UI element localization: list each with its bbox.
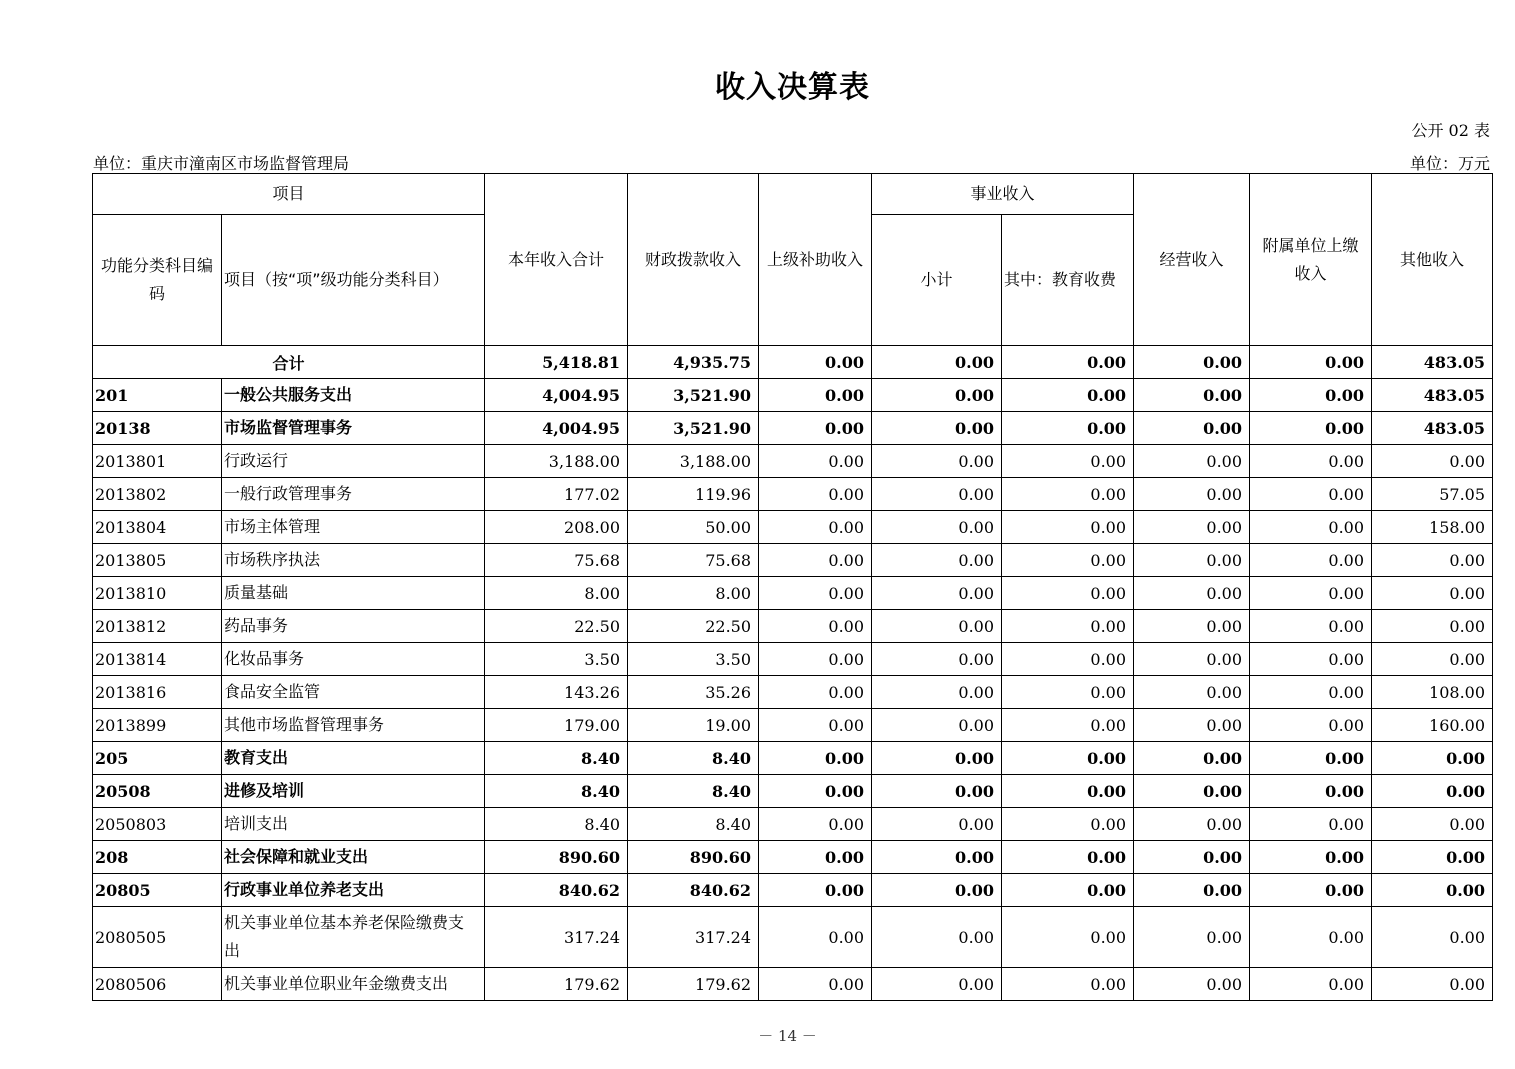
amount-cell: 0.00 — [1002, 478, 1134, 511]
amount-cell: 0.00 — [1134, 610, 1250, 643]
amount-cell: 840.62 — [628, 874, 759, 907]
amount-cell: 0.00 — [1250, 643, 1372, 676]
amount-cell: 0.00 — [872, 511, 1002, 544]
amount-cell: 50.00 — [628, 511, 759, 544]
item-name-cell: 食品安全监管 — [222, 676, 485, 709]
amount-cell: 0.00 — [1250, 577, 1372, 610]
amount-cell: 3,521.90 — [628, 379, 759, 412]
page-number: － 14 － — [758, 1027, 817, 1045]
amount-cell: 160.00 — [1372, 709, 1493, 742]
total-value: 0.00 — [872, 346, 1002, 379]
table-row — [93, 808, 1493, 841]
amount-cell: 0.00 — [1250, 907, 1372, 968]
amount-cell: 0.00 — [872, 874, 1002, 907]
header-business-subtotal: 小计 — [872, 215, 1002, 346]
total-row — [93, 346, 1493, 379]
amount-cell: 0.00 — [1372, 808, 1493, 841]
total-value: 483.05 — [1372, 346, 1493, 379]
amount-cell: 0.00 — [759, 968, 872, 1001]
amount-cell: 317.24 — [628, 907, 759, 968]
amount-cell: 3.50 — [628, 643, 759, 676]
item-name-cell: 一般行政管理事务 — [222, 478, 485, 511]
amount-cell: 0.00 — [1002, 511, 1134, 544]
amount-cell: 0.00 — [1002, 379, 1134, 412]
amount-cell: 8.40 — [628, 775, 759, 808]
amount-cell: 0.00 — [759, 775, 872, 808]
function-code-cell: 2013899 — [93, 709, 222, 742]
amount-cell: 0.00 — [872, 841, 1002, 874]
item-name-cell: 机关事业单位职业年金缴费支出 — [222, 968, 485, 1001]
amount-cell: 3,188.00 — [628, 445, 759, 478]
amount-cell: 0.00 — [1134, 412, 1250, 445]
amount-cell: 0.00 — [1002, 544, 1134, 577]
amount-cell: 0.00 — [1134, 742, 1250, 775]
total-value: 0.00 — [1134, 346, 1250, 379]
amount-cell: 0.00 — [1250, 478, 1372, 511]
function-code-cell: 2013802 — [93, 478, 222, 511]
amount-cell: 0.00 — [872, 968, 1002, 1001]
item-name-cell: 行政运行 — [222, 445, 485, 478]
amount-cell: 0.00 — [759, 709, 872, 742]
table-row — [93, 874, 1493, 907]
amount-cell: 0.00 — [1002, 709, 1134, 742]
header-operating-income: 经营收入 — [1134, 174, 1250, 346]
table-row — [93, 775, 1493, 808]
function-code-cell: 20805 — [93, 874, 222, 907]
function-code-cell: 205 — [93, 742, 222, 775]
amount-cell: 317.24 — [485, 907, 628, 968]
amount-cell: 19.00 — [628, 709, 759, 742]
amount-cell: 0.00 — [1134, 676, 1250, 709]
amount-cell: 0.00 — [1372, 968, 1493, 1001]
amount-cell: 0.00 — [1134, 379, 1250, 412]
amount-cell: 4,004.95 — [485, 379, 628, 412]
amount-cell: 0.00 — [1134, 577, 1250, 610]
amount-cell: 22.50 — [628, 610, 759, 643]
amount-cell: 0.00 — [1372, 874, 1493, 907]
amount-cell: 0.00 — [1372, 610, 1493, 643]
amount-cell: 0.00 — [872, 808, 1002, 841]
table-row — [93, 742, 1493, 775]
amount-cell: 0.00 — [1134, 775, 1250, 808]
total-value: 4,935.75 — [628, 346, 759, 379]
amount-cell: 0.00 — [1002, 610, 1134, 643]
amount-cell: 0.00 — [1250, 412, 1372, 445]
item-name-cell: 机关事业单位基本养老保险缴费支出 — [222, 907, 485, 968]
total-value: 5,418.81 — [485, 346, 628, 379]
table-row — [93, 841, 1493, 874]
amount-cell: 0.00 — [1372, 841, 1493, 874]
amount-cell: 0.00 — [1134, 874, 1250, 907]
function-code-cell: 2013804 — [93, 511, 222, 544]
function-code-cell: 2013801 — [93, 445, 222, 478]
header-item-group: 项目 — [93, 174, 485, 215]
function-code-cell: 2013812 — [93, 610, 222, 643]
amount-cell: 3.50 — [485, 643, 628, 676]
income-statement-table — [92, 173, 1493, 1001]
reporting-unit: 单位：重庆市潼南区市场监督管理局 — [93, 154, 350, 173]
table-row — [93, 478, 1493, 511]
amount-cell: 22.50 — [485, 610, 628, 643]
amount-cell: 0.00 — [1250, 874, 1372, 907]
amount-cell: 0.00 — [759, 907, 872, 968]
function-code-cell: 2013814 — [93, 643, 222, 676]
amount-cell: 0.00 — [872, 643, 1002, 676]
item-name-cell: 市场主体管理 — [222, 511, 485, 544]
item-name-cell: 社会保障和就业支出 — [222, 841, 485, 874]
amount-cell: 0.00 — [872, 676, 1002, 709]
amount-cell: 0.00 — [1250, 379, 1372, 412]
amount-cell: 0.00 — [1250, 445, 1372, 478]
amount-cell: 3,188.00 — [485, 445, 628, 478]
amount-cell: 0.00 — [759, 610, 872, 643]
amount-cell: 35.26 — [628, 676, 759, 709]
function-code-cell: 201 — [93, 379, 222, 412]
amount-cell: 0.00 — [1250, 968, 1372, 1001]
amount-cell: 119.96 — [628, 478, 759, 511]
amount-cell: 3,521.90 — [628, 412, 759, 445]
amount-cell: 0.00 — [759, 742, 872, 775]
table-row — [93, 709, 1493, 742]
item-name-cell: 市场监督管理事务 — [222, 412, 485, 445]
amount-cell: 0.00 — [1002, 577, 1134, 610]
item-name-cell: 一般公共服务支出 — [222, 379, 485, 412]
item-name-cell: 教育支出 — [222, 742, 485, 775]
amount-cell: 158.00 — [1372, 511, 1493, 544]
item-name-cell: 市场秩序执法 — [222, 544, 485, 577]
amount-cell: 0.00 — [872, 379, 1002, 412]
amount-cell: 0.00 — [759, 412, 872, 445]
amount-cell: 0.00 — [1372, 544, 1493, 577]
amount-cell: 0.00 — [1002, 841, 1134, 874]
amount-cell: 208.00 — [485, 511, 628, 544]
amount-cell: 0.00 — [1002, 676, 1134, 709]
item-name-cell: 行政事业单位养老支出 — [222, 874, 485, 907]
amount-cell: 0.00 — [872, 907, 1002, 968]
table-row — [93, 643, 1493, 676]
amount-cell: 0.00 — [872, 610, 1002, 643]
amount-cell: 483.05 — [1372, 379, 1493, 412]
amount-cell: 0.00 — [759, 874, 872, 907]
table-row — [93, 577, 1493, 610]
header-education-fees: 其中：教育收费 — [1002, 215, 1134, 346]
amount-cell: 0.00 — [1134, 968, 1250, 1001]
amount-cell: 0.00 — [759, 544, 872, 577]
amount-cell: 0.00 — [1134, 478, 1250, 511]
item-name-cell: 药品事务 — [222, 610, 485, 643]
amount-cell: 177.02 — [485, 478, 628, 511]
amount-cell: 0.00 — [1372, 907, 1493, 968]
amount-cell: 8.40 — [485, 808, 628, 841]
amount-cell: 0.00 — [872, 412, 1002, 445]
header-other-income: 其他收入 — [1372, 174, 1493, 346]
amount-cell: 0.00 — [1002, 808, 1134, 841]
header-row-1 — [93, 174, 1493, 215]
amount-cell: 0.00 — [1250, 709, 1372, 742]
amount-cell: 57.05 — [1372, 478, 1493, 511]
amount-cell: 0.00 — [872, 577, 1002, 610]
item-name-cell: 质量基础 — [222, 577, 485, 610]
amount-cell: 0.00 — [759, 379, 872, 412]
table-row — [93, 511, 1493, 544]
amount-cell: 0.00 — [1134, 511, 1250, 544]
amount-cell: 0.00 — [1250, 544, 1372, 577]
amount-cell: 0.00 — [1002, 742, 1134, 775]
amount-cell: 0.00 — [1134, 643, 1250, 676]
amount-cell: 0.00 — [1002, 643, 1134, 676]
amount-cell: 8.40 — [628, 808, 759, 841]
amount-cell: 8.00 — [628, 577, 759, 610]
amount-cell: 0.00 — [1002, 412, 1134, 445]
amount-cell: 8.40 — [485, 775, 628, 808]
amount-cell: 0.00 — [1002, 775, 1134, 808]
amount-cell: 0.00 — [759, 841, 872, 874]
amount-cell: 75.68 — [485, 544, 628, 577]
header-total-income: 本年收入合计 — [485, 174, 628, 346]
total-value: 0.00 — [759, 346, 872, 379]
table-row — [93, 544, 1493, 577]
amount-cell: 0.00 — [1250, 775, 1372, 808]
amount-cell: 8.40 — [485, 742, 628, 775]
function-code-cell: 208 — [93, 841, 222, 874]
total-label: 合计 — [93, 346, 485, 379]
amount-cell: 0.00 — [1134, 709, 1250, 742]
amount-cell: 0.00 — [1372, 775, 1493, 808]
amount-cell: 0.00 — [759, 478, 872, 511]
header-fiscal-appropriation: 财政拨款收入 — [628, 174, 759, 346]
function-code-cell: 2050803 — [93, 808, 222, 841]
amount-cell: 179.00 — [485, 709, 628, 742]
item-name-cell: 培训支出 — [222, 808, 485, 841]
amount-cell: 75.68 — [628, 544, 759, 577]
amount-cell: 143.26 — [485, 676, 628, 709]
table-row — [93, 968, 1493, 1001]
amount-cell: 0.00 — [1134, 841, 1250, 874]
function-code-cell: 2013810 — [93, 577, 222, 610]
amount-cell: 0.00 — [1250, 511, 1372, 544]
table-row — [93, 379, 1493, 412]
header-superior-subsidy: 上级补助收入 — [759, 174, 872, 346]
amount-cell: 0.00 — [1250, 742, 1372, 775]
item-name-cell: 进修及培训 — [222, 775, 485, 808]
total-value: 0.00 — [1002, 346, 1134, 379]
amount-cell: 0.00 — [1134, 544, 1250, 577]
table-row — [93, 445, 1493, 478]
amount-cell: 4,004.95 — [485, 412, 628, 445]
function-code-cell: 20508 — [93, 775, 222, 808]
amount-cell: 0.00 — [759, 643, 872, 676]
amount-cell: 8.40 — [628, 742, 759, 775]
amount-cell: 0.00 — [1250, 610, 1372, 643]
amount-cell: 0.00 — [1002, 445, 1134, 478]
amount-cell: 0.00 — [1250, 808, 1372, 841]
function-code-cell: 20138 — [93, 412, 222, 445]
item-name-cell: 其他市场监督管理事务 — [222, 709, 485, 742]
amount-cell: 0.00 — [872, 742, 1002, 775]
amount-cell: 0.00 — [759, 808, 872, 841]
table-row — [93, 412, 1493, 445]
amount-cell: 0.00 — [1372, 577, 1493, 610]
amount-cell: 0.00 — [1372, 742, 1493, 775]
amount-cell: 0.00 — [872, 775, 1002, 808]
amount-cell: 0.00 — [1250, 676, 1372, 709]
table-row — [93, 907, 1493, 968]
amount-cell: 0.00 — [759, 577, 872, 610]
amount-cell: 0.00 — [759, 676, 872, 709]
amount-cell: 0.00 — [759, 445, 872, 478]
form-number: 公开 02 表 — [1411, 121, 1490, 140]
amount-cell: 0.00 — [872, 709, 1002, 742]
amount-cell: 483.05 — [1372, 412, 1493, 445]
amount-cell: 0.00 — [1134, 907, 1250, 968]
header-business-income-group: 事业收入 — [872, 174, 1134, 215]
amount-cell: 0.00 — [1372, 445, 1493, 478]
amount-cell: 0.00 — [1002, 968, 1134, 1001]
header-function-code: 功能分类科目编码 — [93, 215, 222, 346]
header-affiliated-income: 附属单位上缴收入 — [1250, 174, 1372, 346]
amount-cell: 840.62 — [485, 874, 628, 907]
amount-cell: 179.62 — [485, 968, 628, 1001]
function-code-cell: 2080506 — [93, 968, 222, 1001]
amount-cell: 0.00 — [1134, 808, 1250, 841]
function-code-cell: 2013816 — [93, 676, 222, 709]
amount-cell: 0.00 — [1002, 874, 1134, 907]
function-code-cell: 2013805 — [93, 544, 222, 577]
total-value: 0.00 — [1250, 346, 1372, 379]
function-code-cell: 2080505 — [93, 907, 222, 968]
amount-cell: 0.00 — [1002, 907, 1134, 968]
amount-cell: 108.00 — [1372, 676, 1493, 709]
amount-cell: 8.00 — [485, 577, 628, 610]
currency-unit: 单位：万元 — [1409, 154, 1490, 173]
amount-cell: 179.62 — [628, 968, 759, 1001]
amount-cell: 0.00 — [1134, 445, 1250, 478]
amount-cell: 890.60 — [485, 841, 628, 874]
amount-cell: 0.00 — [759, 511, 872, 544]
amount-cell: 0.00 — [1250, 841, 1372, 874]
amount-cell: 0.00 — [872, 445, 1002, 478]
table-row — [93, 676, 1493, 709]
table-row — [93, 610, 1493, 643]
amount-cell: 0.00 — [1372, 643, 1493, 676]
amount-cell: 890.60 — [628, 841, 759, 874]
report-title: 收入决算表 — [715, 70, 870, 105]
amount-cell: 0.00 — [872, 544, 1002, 577]
amount-cell: 0.00 — [872, 478, 1002, 511]
header-item-name: 项目（按“项”级功能分类科目） — [222, 215, 485, 346]
item-name-cell: 化妆品事务 — [222, 643, 485, 676]
